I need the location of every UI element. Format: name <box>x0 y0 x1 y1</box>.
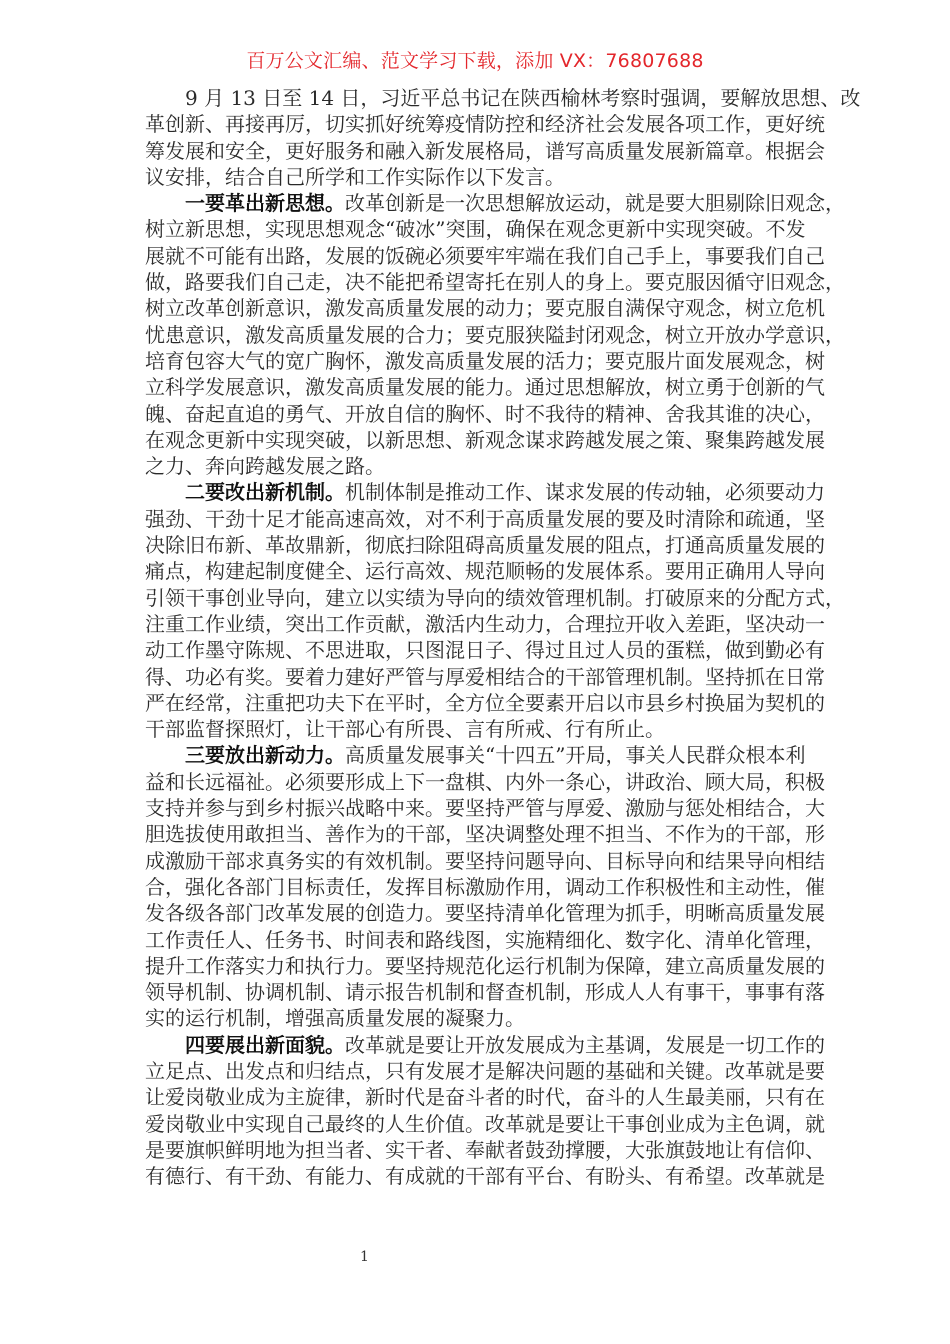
line-text: 强劲、干劲十足才能高速高效，对不利于高质量发展的要及时清除和疏通，坚 <box>145 506 825 531</box>
watermark-banner: 百万公文汇编、范文学习下载，添加 VX：76807688 <box>246 50 704 72</box>
paragraph <box>145 479 845 742</box>
line-text: 立足点、出发点和归结点，只有发展才是解决问题的基础和关键。改革就是要 <box>145 1058 825 1083</box>
text-line <box>145 1005 805 1031</box>
text-line <box>145 769 825 795</box>
line-text: 改革就是要让开放发展成为主基调，发展是一切工作的 <box>345 1032 825 1057</box>
line-text: 议安排，结合自己所学和工作实际作以下发言。 <box>145 164 565 189</box>
line-text: 革创新、再接再厉，切实抓好统筹疫情防控和经济社会发展各项工作，更好统 <box>145 112 825 137</box>
section-heading: 三要放出新动力。 <box>185 743 345 768</box>
text-line <box>145 716 805 742</box>
text-line <box>145 1111 825 1137</box>
section-heading: 四要展出新面貌。 <box>185 1032 345 1057</box>
line-text: 胆选拔使用敢担当、善作为的干部，坚决调整处理不担当、不作为的干部，形 <box>145 822 825 847</box>
text-line <box>145 532 825 558</box>
line-text: 树立改革创新意识，激发高质量发展的动力；要克服自满保守观念，树立危机 <box>145 296 825 321</box>
line-text: 合，强化各部门目标责任，发挥目标激励作用，调动工作积极性和主动性，催 <box>145 874 825 899</box>
paragraph <box>145 190 845 479</box>
text-line <box>145 611 825 637</box>
line-text: 爱岗敬业中实现自己最终的人生价值。改革就是要让干事创业成为主色调，就 <box>145 1111 825 1136</box>
text-line <box>145 1058 825 1084</box>
text-line <box>145 401 825 427</box>
line-text: 改革创新是一次思想解放运动，就是要大胆剔除旧观念， <box>345 191 845 216</box>
line-text: 立科学发展意识，激发高质量发展的能力。通过思想解放，树立勇于创新的气 <box>145 375 825 400</box>
line-text: 在观念更新中实现突破，以新思想、新观念谋求跨越发展之策、聚集跨越发展 <box>145 427 825 452</box>
text-line <box>145 927 825 953</box>
text-line <box>145 295 825 321</box>
section-heading: 二要改出新机制。 <box>185 480 345 505</box>
line-text: 动工作墨守陈规、不思进取，只图混日子、得过且过人员的蛋糕，做到勤必有 <box>145 638 825 663</box>
text-line <box>145 1032 825 1058</box>
line-text: 决除旧布新、革故鼎新，彻底扫除阻碍高质量发展的阻点，打通高质量发展的 <box>145 533 825 558</box>
text-line <box>145 479 825 505</box>
line-text: 提升工作落实力和执行力。要坚持规范化运行机制为保障，建立高质量发展的 <box>145 953 825 978</box>
text-line <box>145 138 825 164</box>
line-text: 益和长远福祉。必须要形成上下一盘棋、内外一条心，讲政治、顾大局，积极 <box>145 769 825 794</box>
text-line <box>145 979 825 1005</box>
text-line <box>145 900 825 926</box>
line-text: 培育包容大气的宽广胸怀，激发高质量发展的活力；要克服片面发展观念，树 <box>145 348 825 373</box>
text-line <box>145 1084 825 1110</box>
line-text: 有德行、有干劲、有能力、有成就的干部有平台、有盼头、有希望。改革就是 <box>145 1164 825 1189</box>
text-line <box>145 322 845 348</box>
section-heading: 一要革出新思想。 <box>185 191 345 216</box>
text-line <box>145 1137 825 1163</box>
line-text: 领导机制、协调机制、请示报告机制和督查机制，形成人人有事干，事事有落 <box>145 980 825 1005</box>
text-line <box>145 1163 825 1189</box>
text-line <box>145 427 825 453</box>
line-text: 得、功必有奖。要着力建好严管与厚爱相结合的干部管理机制。坚持抓在日常 <box>145 664 825 689</box>
paragraph <box>145 1032 825 1190</box>
text-line <box>145 269 845 295</box>
line-text: 树立新思想，实现思想观念“破冰”突围，确保在观念更新中实现突破。不发 <box>145 217 806 242</box>
line-text: 严在经常，注重把功夫下在平时，全方位全要素开启以市县乡村换届为契机的 <box>145 690 825 715</box>
line-text: 实的运行机制，增强高质量发展的凝聚力。 <box>145 1006 525 1031</box>
text-line <box>145 243 825 269</box>
page-number: 1 <box>360 1249 369 1265</box>
text-line <box>145 953 825 979</box>
line-text: 高质量发展事关“十四五”开局，事关人民群众根本利 <box>345 743 806 768</box>
text-line <box>145 216 805 242</box>
paragraph <box>145 742 825 1031</box>
line-text: 成激励干部求真务实的有效机制。要坚持问题导向、目标导向和结果导向相结 <box>145 848 825 873</box>
text-line <box>145 374 825 400</box>
text-line <box>145 111 825 137</box>
line-text: 做，路要我们自己走，决不能把希望寄托在别人的身上。要克服因循守旧观念， <box>145 270 845 295</box>
line-text: 9 月 13 日至 14 日，习近平总书记在陕西榆林考察时强调，要解放思想、改 <box>185 86 861 110</box>
text-line <box>145 690 825 716</box>
text-line <box>145 190 845 216</box>
text-line <box>145 821 825 847</box>
line-text: 发各级各部门改革发展的创造力。要坚持清单化管理为抓手，明晰高质量发展 <box>145 901 825 926</box>
line-text: 忧患意识，激发高质量发展的合力；要克服狭隘封闭观念，树立开放办学意识， <box>145 322 845 347</box>
line-text: 工作责任人、任务书、时间表和路线图，实施精细化、数字化、清单化管理， <box>145 927 825 952</box>
line-text: 干部监督探照灯，让干部心有所畏、言有所戒、行有所止。 <box>145 717 665 742</box>
line-text: 筹发展和安全，更好服务和融入新发展格局，谱写高质量发展新篇章。根据会 <box>145 138 825 163</box>
line-text: 是要旗帜鲜明地为担当者、实干者、奉献者鼓劲撑腰，大张旗鼓地让有信仰、 <box>145 1137 825 1162</box>
document-body <box>145 85 861 1189</box>
line-text: 之力、奔向跨越发展之路。 <box>145 454 385 479</box>
line-text: 痛点，构建起制度健全、运行高效、规范顺畅的发展体系。要用正确用人导向 <box>145 559 825 584</box>
text-line <box>145 453 805 479</box>
text-line <box>145 558 825 584</box>
text-line <box>145 164 805 190</box>
line-text: 让爱岗敬业成为主旋律，新时代是奋斗者的时代，奋斗的人生最美丽，只有在 <box>145 1085 825 1110</box>
text-line <box>145 348 825 374</box>
text-line <box>145 585 845 611</box>
text-line <box>145 874 825 900</box>
line-text: 引领干事创业导向，建立以实绩为导向的绩效管理机制。打破原来的分配方式， <box>145 585 845 610</box>
line-text: 魄、奋起直追的勇气、开放自信的胸怀、时不我待的精神、舍我其谁的决心， <box>145 401 825 426</box>
text-line <box>145 637 825 663</box>
line-text: 注重工作业绩，突出工作贡献，激活内生动力，合理拉开收入差距，坚决动一 <box>145 611 825 636</box>
text-line <box>145 742 805 768</box>
text-line <box>145 85 861 111</box>
line-text: 支持并参与到乡村振兴战略中来。要坚持严管与厚爱、激励与惩处相结合，大 <box>145 796 825 821</box>
text-line <box>145 848 825 874</box>
paragraph <box>145 85 861 190</box>
text-line <box>145 795 825 821</box>
line-text: 机制体制是推动工作、谋求发展的传动轴，必须要动力 <box>345 480 825 505</box>
text-line <box>145 664 825 690</box>
text-line <box>145 506 825 532</box>
line-text: 展就不可能有出路，发展的饭碗必须要牢牢端在我们自己手上，事要我们自己 <box>145 243 825 268</box>
